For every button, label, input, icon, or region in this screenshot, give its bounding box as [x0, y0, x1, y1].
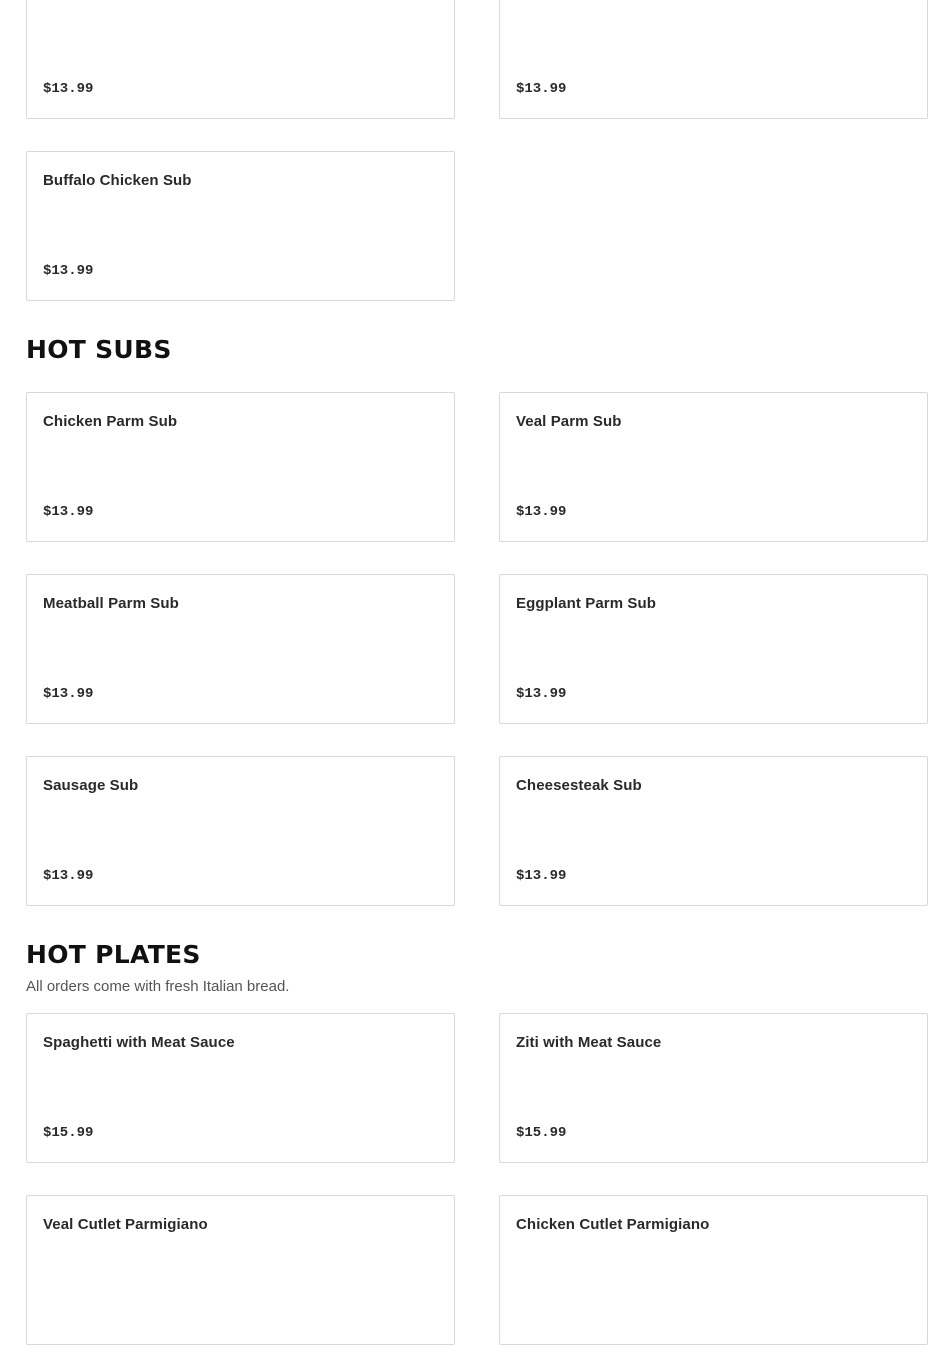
menu-item-name: Chicken Cutlet Parmigiano	[516, 1216, 710, 1233]
menu-item-price: $13.99	[516, 504, 567, 520]
menu-item-card[interactable]	[499, 392, 928, 542]
menu-item-card[interactable]	[499, 1195, 928, 1345]
menu-item-name: Sausage Sub	[43, 777, 139, 794]
menu-item-card[interactable]	[499, 1013, 928, 1163]
menu-item-card[interactable]	[26, 756, 455, 906]
section-subtitle: All orders come with fresh Italian bread.	[26, 978, 290, 995]
menu-item-name: Veal Cutlet Parmigiano	[43, 1216, 208, 1233]
menu-item-price: $13.99	[43, 686, 94, 702]
menu-item-name: Spaghetti with Meat Sauce	[43, 1034, 235, 1051]
menu-item-card[interactable]	[26, 1013, 455, 1163]
menu-item-name: Chicken Parm Sub	[43, 413, 178, 430]
menu-item-price: $13.99	[516, 686, 567, 702]
menu-item-card[interactable]	[26, 151, 455, 301]
menu-item-name: Veal Parm Sub	[516, 413, 622, 430]
menu-item-price: $13.99	[43, 263, 94, 279]
menu-item-name: Eggplant Parm Sub	[516, 595, 657, 612]
menu-item-price: $15.99	[43, 1125, 94, 1141]
menu-item-name: Cheesesteak Sub	[516, 777, 642, 794]
menu-item-price: $13.99	[43, 81, 94, 97]
hot-subs-grid	[26, 392, 928, 906]
menu-item-card[interactable]	[499, 756, 928, 906]
menu-item-name: Buffalo Chicken Sub	[43, 172, 192, 189]
menu-item-name: Meatball Parm Sub	[43, 595, 179, 612]
hot-plates-header	[26, 940, 928, 997]
menu-item-card[interactable]	[499, 0, 928, 119]
section-title: HOT PLATES	[26, 940, 201, 969]
menu-item-card[interactable]	[26, 0, 455, 119]
hot-subs-header	[26, 335, 928, 365]
menu-item-price: $13.99	[43, 504, 94, 520]
menu-item-card[interactable]	[26, 574, 455, 724]
menu-item-name: Ziti with Meat Sauce	[516, 1034, 662, 1051]
menu-item-price: $15.99	[516, 1125, 567, 1141]
hot-plates-grid	[26, 1013, 928, 1345]
menu-item-card[interactable]	[26, 1195, 455, 1345]
menu-item-price: $13.99	[43, 868, 94, 884]
menu-item-card[interactable]	[26, 392, 455, 542]
menu-item-price: $13.99	[516, 868, 567, 884]
menu-item-price: $13.99	[516, 81, 567, 97]
cold-subs-grid	[26, 0, 928, 301]
menu-page	[26, 0, 928, 1345]
section-title: HOT SUBS	[26, 335, 172, 364]
menu-item-card[interactable]	[499, 574, 928, 724]
